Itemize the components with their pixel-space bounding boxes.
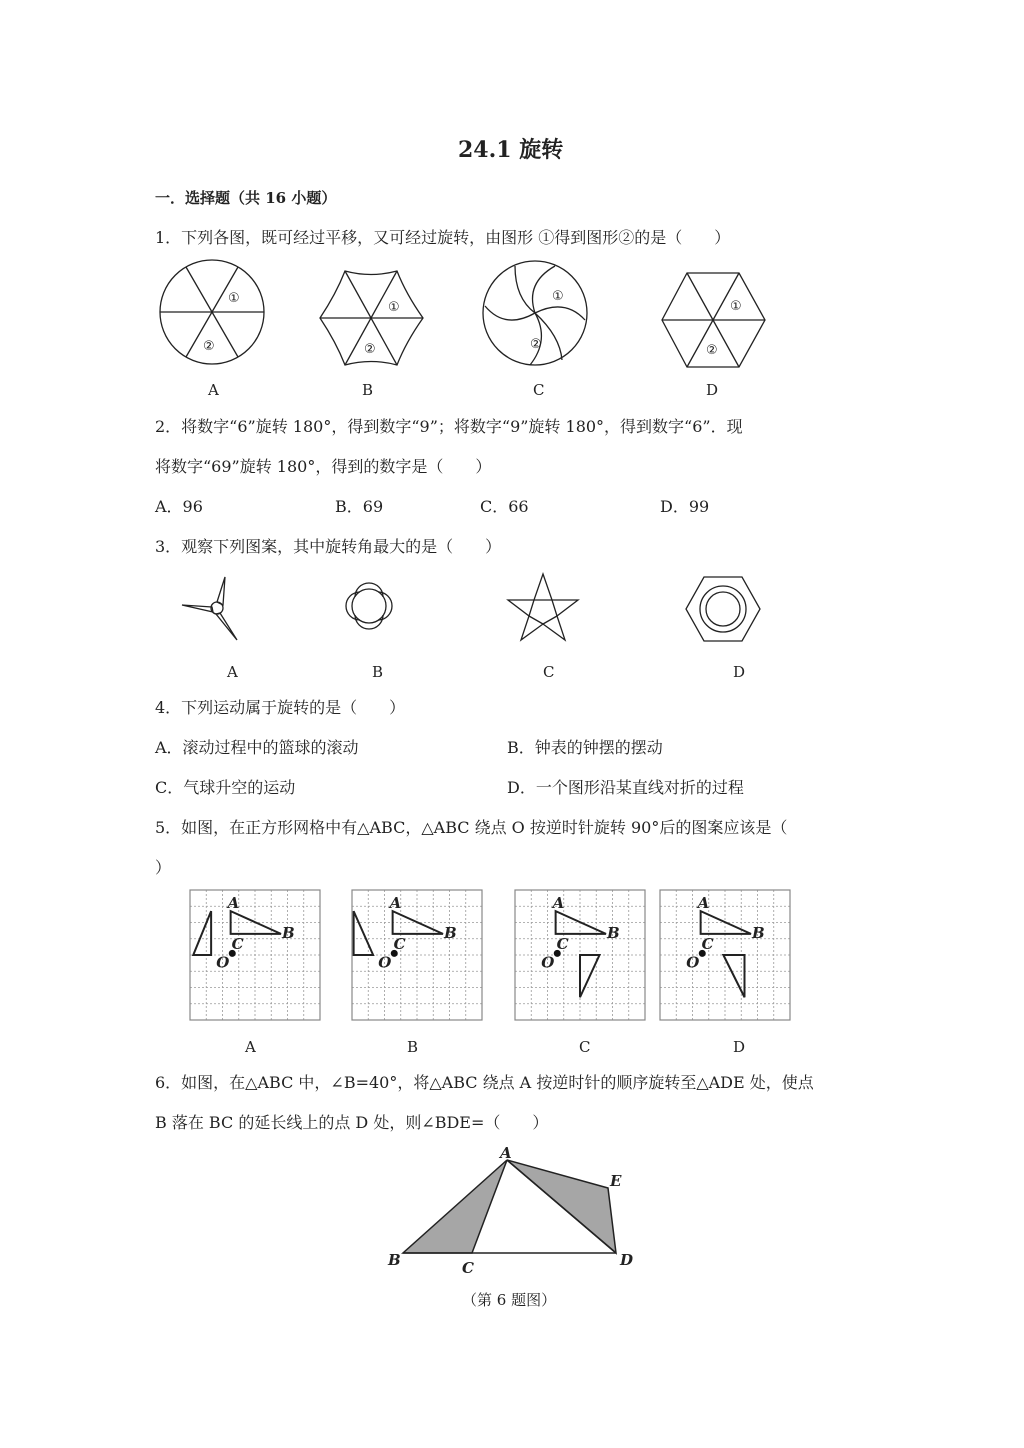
rotated-triangle xyxy=(723,955,744,997)
question-4-text: 4．下列运动属于旋转的是（ ） xyxy=(155,698,406,717)
section-heading: 一．选择题（共 16 小题） xyxy=(155,189,337,207)
q5-label-c: C xyxy=(579,1038,591,1056)
label-a: A xyxy=(697,894,710,913)
q1-figure-b xyxy=(318,268,428,368)
q1-figure-a xyxy=(155,260,275,370)
q5-label-d: D xyxy=(733,1038,746,1056)
q1a-label-1: ① xyxy=(228,291,240,306)
q6-point-b: B xyxy=(388,1251,401,1269)
q1-figure-c xyxy=(480,258,592,370)
q1-label-b: B xyxy=(362,381,374,399)
label-b: B xyxy=(607,923,620,942)
q5-grid-c xyxy=(515,890,645,1020)
question-2-line-1: 2．将数字“6”旋转 180°，得到数字“9”；将数字“9”旋转 180°，得到数字“6”．现 xyxy=(155,417,743,436)
page-title: 24.1 旋转 xyxy=(458,137,564,163)
q6-point-c: C xyxy=(462,1259,474,1277)
q2-option-a: A．96 xyxy=(155,497,203,516)
q1b-label-2: ② xyxy=(364,342,376,357)
q4-option-b: B．钟表的钟摆的摆动 xyxy=(507,738,663,757)
q4-option-d: D．一个图形沿某直线对折的过程 xyxy=(507,778,744,797)
question-5-line-1: 5．如图，在正方形网格中有△ABC，△ABC 绕点 O 按逆时针旋转 90°后的图案应该是（ xyxy=(155,818,788,837)
q2-option-d: D．99 xyxy=(660,497,710,516)
label-c: C xyxy=(556,934,569,953)
label-b: B xyxy=(444,923,457,942)
question-6-line-2: B 落在 BC 的延长线上的点 D 处，则∠BDE=（ ） xyxy=(155,1113,549,1132)
q6-figure-caption: （第 6 题图） xyxy=(462,1291,557,1309)
q3-figure-d-hexagon xyxy=(686,575,762,643)
q3-figure-a-tripod xyxy=(180,575,240,645)
label-c: C xyxy=(701,934,714,953)
question-2-line-2: 将数字“69”旋转 180°，得到的数字是（ ） xyxy=(155,457,492,476)
q3-figure-c-star xyxy=(508,572,580,642)
q5-label-b: B xyxy=(407,1038,419,1056)
rotated-triangle xyxy=(354,911,374,955)
label-c: C xyxy=(231,934,244,953)
question-1-text: 1．下列各图，既可经过平移，又可经过旋转，由图形 ①得到图形②的是（ ） xyxy=(155,228,731,247)
label-a: A xyxy=(227,894,240,913)
q3-label-d: D xyxy=(733,663,746,681)
q4-option-a: A．滚动过程中的篮球的滚动 xyxy=(155,738,359,757)
q6-figure xyxy=(380,1140,650,1280)
q3-label-c: C xyxy=(543,663,555,681)
q1-figure-d xyxy=(660,270,770,370)
q3-label-b: B xyxy=(372,663,384,681)
q5-grid-a xyxy=(190,890,320,1020)
q2-option-c: C．66 xyxy=(480,497,529,516)
label-o: O xyxy=(686,953,700,972)
q1c-label-2: ② xyxy=(530,337,542,352)
q1c-label-1: ① xyxy=(552,289,564,304)
question-5-line-2: ） xyxy=(155,858,172,877)
q3-figure-b-flower xyxy=(333,570,405,642)
q5-label-a: A xyxy=(245,1038,256,1056)
q2-option-b: B．69 xyxy=(335,497,384,516)
q1-label-c: C xyxy=(533,381,545,399)
q1-label-d: D xyxy=(706,381,719,399)
q1d-label-2: ② xyxy=(706,343,718,358)
q1b-label-1: ① xyxy=(388,300,400,315)
q4-option-c: C．气球升空的运动 xyxy=(155,778,296,797)
label-b: B xyxy=(282,923,295,942)
question-3-text: 3．观察下列图案，其中旋转角最大的是（ ） xyxy=(155,537,502,556)
label-b: B xyxy=(752,923,765,942)
q6-point-d: D xyxy=(620,1251,634,1269)
label-o: O xyxy=(541,953,555,972)
q1a-label-2: ② xyxy=(203,339,215,354)
q6-point-a: A xyxy=(500,1144,512,1162)
question-6-line-1: 6．如图，在△ABC 中，∠B=40°，将△ABC 绕点 A 按逆时针的顺序旋转至△ADE 处，使点 xyxy=(155,1073,814,1092)
q5-grid-d xyxy=(660,890,790,1020)
q3-label-a: A xyxy=(227,663,238,681)
q5-grid-b xyxy=(352,890,482,1020)
q1d-label-1: ① xyxy=(730,299,742,314)
label-o: O xyxy=(378,953,392,972)
label-a: A xyxy=(389,894,402,913)
label-a: A xyxy=(552,894,565,913)
q6-point-e: E xyxy=(610,1172,622,1190)
label-c: C xyxy=(393,934,406,953)
label-o: O xyxy=(216,953,230,972)
rotated-triangle xyxy=(193,911,211,955)
q1-label-a: A xyxy=(208,381,219,399)
